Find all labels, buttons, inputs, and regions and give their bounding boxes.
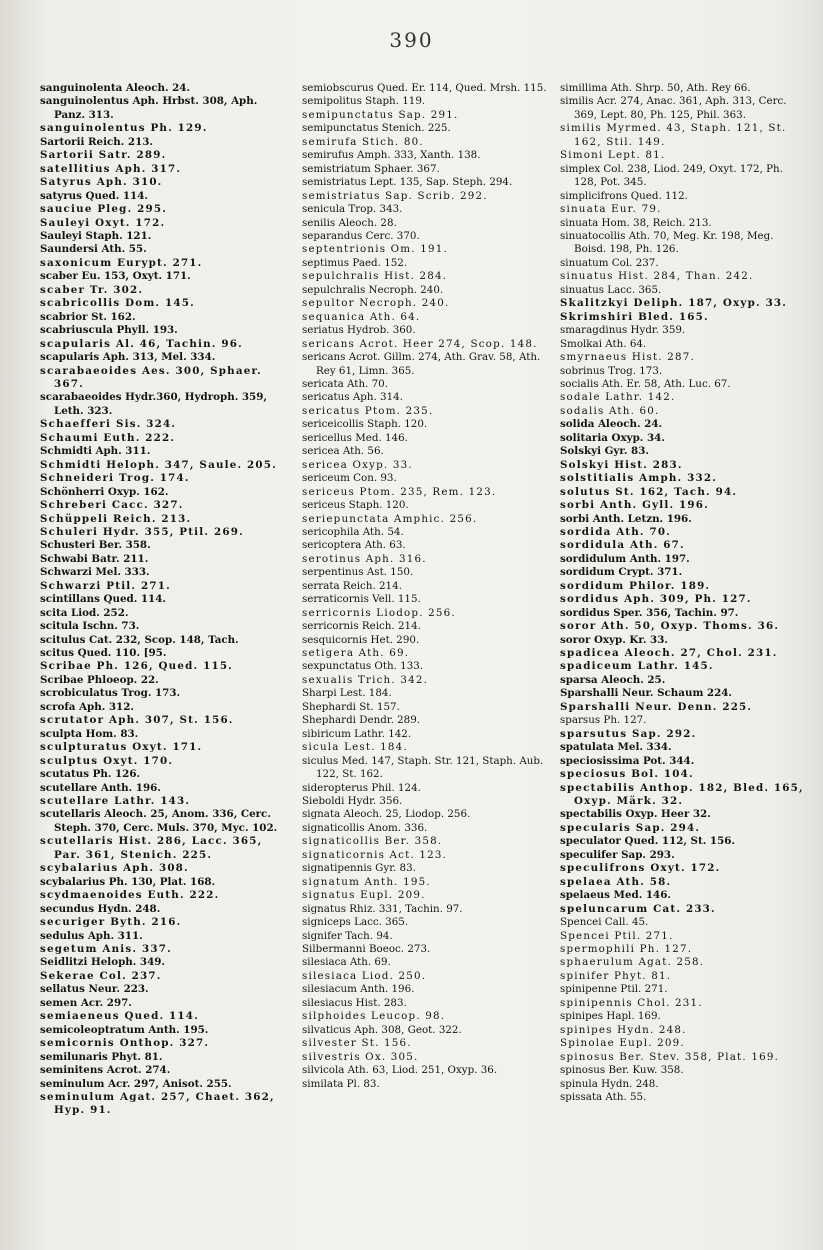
index-entry: serricornis Reich. 214. bbox=[302, 620, 421, 633]
index-entry: sericea Ath. 56. bbox=[302, 445, 384, 458]
index-entry: spissata Ath. 55. bbox=[560, 1090, 647, 1103]
index-entry: sesquicornis Het. 290. bbox=[302, 633, 420, 646]
index-entry: Schneideri Trog. 174. bbox=[40, 472, 190, 485]
index-entry: solstitialis Amph. 332. bbox=[560, 472, 718, 485]
index-entry: Spencei Ptil. 271. bbox=[560, 929, 674, 942]
index-entry: Sartorii Reich. 213. bbox=[40, 135, 154, 148]
index-entry: spelaea Ath. 58. bbox=[560, 875, 672, 888]
index-entry: sibiricum Lathr. 142. bbox=[302, 727, 412, 740]
index-entry: scybalarius Aph. 308. bbox=[40, 862, 189, 875]
index-entry: scabricollis Dom. 145. bbox=[40, 297, 195, 310]
index-entry: Schüppeli Reich. 213. bbox=[40, 512, 192, 525]
index-entry: Solskyi Hist. 283. bbox=[560, 458, 683, 471]
index-entry: sanguinolentus Ph. 129. bbox=[40, 122, 208, 135]
index-entry: sericea Oxyp. 33. bbox=[302, 458, 413, 471]
index-entry: similata Pl. 83. bbox=[302, 1077, 380, 1090]
page-number: 390 bbox=[389, 28, 434, 52]
index-entry: Shephardi Dendr. 289. bbox=[302, 714, 421, 727]
index-entry: Silbermanni Boeoc. 273. bbox=[302, 943, 431, 955]
index-entry: Schuleri Hydr. 355, Ptil. 269. bbox=[40, 525, 244, 538]
index-entry: sericeum Con. 93. bbox=[302, 472, 397, 485]
index-entry: spectabilis Oxyp. Heer 32. bbox=[560, 808, 711, 821]
index-entry: scabriuscula Phyll. 193. bbox=[40, 324, 178, 337]
index-entry: Saundersi Ath. 55. bbox=[40, 243, 147, 256]
index-entry: senilis Aleoch. 28. bbox=[302, 216, 397, 229]
index-entry: semicoleoptratum Anth. 195. bbox=[40, 1023, 209, 1036]
index-column-2 bbox=[302, 82, 548, 1091]
index-entry: sparsa Aleoch. 25. bbox=[560, 673, 666, 686]
index-entry: sedulus Aph. 311. bbox=[40, 929, 143, 942]
index-entry: scapularis Aph. 313, Mel. 334. bbox=[40, 351, 216, 364]
index-entry: Solskyi Gyr. 83. bbox=[560, 445, 649, 458]
index-entry: Skalitzkyi Deliph. 187, Oxyp. 33. bbox=[560, 297, 788, 310]
index-entry: Skrimshiri Bled. 165. bbox=[560, 310, 709, 323]
index-entry: sorbi Anth. Gyll. 196. bbox=[560, 499, 709, 512]
index-entry: Simoni Lept. 81. bbox=[560, 149, 666, 162]
index-entry: solutus St. 162, Tach. 94. bbox=[560, 485, 738, 498]
index-entry: sericans Acrot. Heer 274, Scop. 148. bbox=[302, 337, 538, 350]
index-entry: soror Oxyp. Kr. 33. bbox=[560, 633, 668, 646]
index-entry: spinipes Hydn. 248. bbox=[560, 1023, 687, 1036]
index-entry: Sartorii Satr. 289. bbox=[40, 149, 167, 162]
index-entry: signatum Anth. 195. bbox=[302, 875, 431, 888]
index-entry: sericeicollis Staph. 120. bbox=[302, 418, 428, 431]
index-entry: sodale Lathr. 142. bbox=[560, 391, 676, 404]
index-entry: Sauleyi Oxyt. 172. bbox=[40, 216, 166, 229]
index-entry: Schwarzi Ptil. 271. bbox=[40, 579, 171, 592]
index-entry: sauciue Pleg. 295. bbox=[40, 203, 168, 216]
index-entry: sobrinus Trog. 173. bbox=[560, 364, 663, 377]
index-entry: Shephardi St. 157. bbox=[302, 700, 400, 713]
index-entry: Seidlitzi Heloph. 349. bbox=[40, 956, 166, 969]
index-entry: semirufus Amph. 333, Xanth. 138. bbox=[302, 149, 481, 162]
index-entry: sericophila Ath. 54. bbox=[302, 525, 404, 538]
index-entry: semipolitus Staph. 119. bbox=[302, 95, 426, 108]
index-entry: silesiaca Liod. 250. bbox=[302, 969, 427, 982]
index-entry: Scribae Phloeop. 22. bbox=[40, 673, 159, 686]
index-entry: Schreberi Cacc. 327. bbox=[40, 499, 184, 512]
index-entry: scutellaris Hist. 286, Lacc. 365, Par. 361, Stenich. 225. bbox=[40, 835, 263, 861]
index-entry: specularis Sap. 294. bbox=[560, 821, 701, 834]
index-entry: scita Liod. 252. bbox=[40, 606, 129, 619]
index-entry: signaticollis Ber. 358. bbox=[302, 835, 443, 848]
index-entry: silesiaca Ath. 69. bbox=[302, 956, 391, 969]
index-entry: simplex Col. 238, Liod. 249, Oxyt. 172, Ph. 128, Pot. 345. bbox=[560, 162, 783, 189]
index-entry: speculator Qued. 112, St. 156. bbox=[560, 835, 736, 848]
index-entry: satellitius Aph. 317. bbox=[40, 162, 182, 175]
index-column-1 bbox=[40, 82, 286, 1118]
index-entry: Sekerae Col. 237. bbox=[40, 969, 162, 982]
index-entry: sinuatum Col. 237. bbox=[560, 256, 659, 269]
index-entry: semipunctatus Stenich. 225. bbox=[302, 122, 451, 135]
index-entry: sinuatus Lacc. 365. bbox=[560, 283, 662, 296]
index-entry: scrobiculatus Trog. 173. bbox=[40, 687, 181, 700]
index-entry: semistriatus Lept. 135, Sap. Steph. 294. bbox=[302, 176, 513, 189]
index-entry: seminulum Acr. 297, Anisot. 255. bbox=[40, 1077, 232, 1090]
index-entry: spinosus Ber. Kuw. 358. bbox=[560, 1064, 684, 1077]
index-entry: scabrior St. 162. bbox=[40, 310, 136, 323]
index-entry: scutellare Anth. 196. bbox=[40, 781, 161, 794]
index-entry: scybalarius Ph. 130, Plat. 168. bbox=[40, 875, 216, 888]
index-entry: serotinus Aph. 316. bbox=[302, 552, 427, 565]
index-entry: sericellus Med. 146. bbox=[302, 431, 408, 444]
index-entry: serrata Reich. 214. bbox=[302, 579, 402, 592]
index-entry: seminulum Agat. 257, Chaet. 362, Hyp. 91. bbox=[40, 1090, 275, 1117]
index-entry: scitus Qued. 110. [95. bbox=[40, 647, 167, 660]
index-entry: Schmidti Heloph. 347, Saule. 205. bbox=[40, 458, 277, 471]
index-entry: sparsutus Sap. 292. bbox=[560, 727, 697, 740]
index-entry: spermophili Ph. 127. bbox=[560, 943, 693, 955]
index-entry: semirufa Stich. 80. bbox=[302, 135, 424, 148]
index-entry: simplicifrons Qued. 112. bbox=[560, 189, 688, 202]
index-entry: sequanica Ath. 64. bbox=[302, 310, 421, 323]
index-entry: Sieboldi Hydr. 356. bbox=[302, 795, 403, 808]
index-entry: serricornis Liodop. 256. bbox=[302, 606, 456, 619]
index-entry: scapularis Al. 46, Tachin. 96. bbox=[40, 337, 243, 350]
index-entry: Sparshalli Neur. Denn. 225. bbox=[560, 700, 753, 713]
index-entry: sexpunctatus Oth. 133. bbox=[302, 660, 424, 673]
index-entry: spectabilis Anthop. 182, Bled. 165, Oxyp. Märk. 32. bbox=[560, 781, 804, 808]
index-entry: smyrnaeus Hist. 287. bbox=[560, 351, 696, 364]
index-entry: sordida Ath. 70. bbox=[560, 525, 671, 538]
index-entry: Sauleyi Staph. 121. bbox=[40, 229, 152, 242]
index-entry: sepulchralis Necroph. 240. bbox=[302, 283, 444, 296]
index-entry: scitulus Cat. 232, Scop. 148, Tach. bbox=[40, 633, 239, 646]
index-entry: signaticollis Anom. 336. bbox=[302, 821, 428, 834]
index-entry: sepulchralis Hist. 284. bbox=[302, 270, 448, 283]
index-entry: speluncarum Cat. 233. bbox=[560, 902, 716, 915]
index-entry: septimus Paed. 152. bbox=[302, 256, 408, 269]
index-entry: similis Myrmed. 43, Staph. 121, St. 162, Stil. 149. bbox=[560, 122, 787, 148]
index-entry: semicornis Onthop. 327. bbox=[40, 1037, 210, 1050]
index-entry: signatus Eupl. 209. bbox=[302, 889, 426, 902]
index-entry: sphaerulum Agat. 258. bbox=[560, 956, 705, 969]
index-entry: serpentinus Ast. 150. bbox=[302, 566, 414, 579]
index-entry: signata Aleoch. 25, Liodop. 256. bbox=[302, 808, 471, 821]
index-entry: scarabaeoides Hydr.360, Hydroph. 359, Leth. 323. bbox=[40, 391, 267, 417]
index-entry: scydmaenoides Euth. 222. bbox=[40, 889, 220, 902]
index-entry: spadicea Aleoch. 27, Chol. 231. bbox=[560, 647, 778, 660]
index-entry: speciosus Bol. 104. bbox=[560, 768, 694, 781]
index-entry: serraticornis Vell. 115. bbox=[302, 593, 421, 606]
index-entry: silesiacus Hist. 283. bbox=[302, 996, 407, 1009]
index-entry: silvicola Ath. 63, Liod. 251, Oxyp. 36. bbox=[302, 1064, 498, 1077]
index-entry: spinifer Phyt. 81. bbox=[560, 969, 672, 982]
index-entry: silvester St. 156. bbox=[302, 1037, 412, 1050]
index-entry: sericoptera Ath. 63. bbox=[302, 539, 406, 552]
index-entry: seriatus Hydrob. 360. bbox=[302, 324, 416, 337]
index-entry: spatulata Mel. 334. bbox=[560, 741, 672, 754]
index-entry: Schönherri Oxyp. 162. bbox=[40, 485, 169, 498]
index-entry: sparsus Ph. 127. bbox=[560, 714, 647, 727]
index-entry: scutatus Ph. 126. bbox=[40, 768, 141, 781]
index-entry: scutellare Lathr. 143. bbox=[40, 795, 191, 808]
index-entry: Scribae Ph. 126, Qued. 115. bbox=[40, 660, 233, 673]
index-entry: silesiacum Anth. 196. bbox=[302, 983, 415, 996]
index-entry: satyrus Qued. 114. bbox=[40, 189, 148, 202]
index-entry: Schusteri Ber. 358. bbox=[40, 539, 151, 552]
index-entry: sexualis Trich. 342. bbox=[302, 673, 429, 686]
index-entry: simillima Ath. Shrp. 50, Ath. Rey 66. bbox=[560, 82, 751, 94]
index-entry: sinuatus Hist. 284, Than. 242. bbox=[560, 270, 754, 283]
index-entry: spinula Hydn. 248. bbox=[560, 1077, 659, 1090]
index-entry: setigera Ath. 69. bbox=[302, 647, 410, 660]
index-entry: Schaefferi Sis. 324. bbox=[40, 418, 177, 431]
index-entry: sericata Ath. 70. bbox=[302, 377, 388, 390]
index-entry: scarabaeoides Aes. 300, Sphaer. 367. bbox=[40, 364, 262, 390]
index-entry: sodalis Ath. 60. bbox=[560, 404, 660, 417]
index-entry: signiceps Lacc. 365. bbox=[302, 916, 409, 929]
index-entry: sepultor Necroph. 240. bbox=[302, 297, 450, 310]
index-entry: silvestris Ox. 305. bbox=[302, 1050, 419, 1063]
index-entry: sanguinolentus Aph. Hrbst. 308, Aph. Panz. 313. bbox=[40, 95, 258, 121]
index-entry: seriepunctata Amphic. 256. bbox=[302, 512, 478, 525]
index-entry: siculus Med. 147, Staph. Str. 121, Staph. Aub. 122, St. 162. bbox=[302, 754, 544, 781]
index-entry: sinuatocollis Ath. 70, Meg. Kr. 198, Meg. Boisd. 198, Ph. 126. bbox=[560, 229, 774, 256]
index-entry: Sparshalli Neur. Schaum 224. bbox=[560, 687, 733, 700]
index-entry: speculifrons Oxyt. 172. bbox=[560, 862, 721, 875]
index-entry: sericatus Ptom. 235. bbox=[302, 404, 434, 417]
index-entry: scintillans Qued. 114. bbox=[40, 593, 166, 606]
index-entry: saxonicum Eurypt. 271. bbox=[40, 256, 203, 269]
index-entry: scutellaris Aleoch. 25, Anom. 336, Cerc. Steph. 370, Cerc. Muls. 370, Myc. 102. bbox=[40, 808, 278, 834]
index-entry: semiaeneus Qued. 114. bbox=[40, 1010, 199, 1023]
index-entry: sericatus Aph. 314. bbox=[302, 391, 403, 404]
index-entry: senicula Trop. 343. bbox=[302, 203, 403, 216]
index-entry: smaragdinus Hydr. 359. bbox=[560, 324, 686, 337]
index-entry: sanguinolenta Aleoch. 24. bbox=[40, 82, 191, 94]
index-entry: spinosus Ber. Stev. 358, Plat. 169. bbox=[560, 1050, 780, 1063]
index-entry: segetum Anis. 337. bbox=[40, 943, 172, 955]
index-entry: signatus Rhiz. 331, Tachin. 97. bbox=[302, 902, 463, 915]
index-entry: semistriatum Sphaer. 367. bbox=[302, 162, 440, 175]
index-entry: Schaumi Euth. 222. bbox=[40, 431, 176, 444]
index-entry: sculptus Oxyt. 170. bbox=[40, 754, 174, 767]
index-entry: speculifer Sap. 293. bbox=[560, 848, 675, 861]
index-entry: securiger Byth. 216. bbox=[40, 916, 182, 929]
index-entry: solitaria Oxyp. 34. bbox=[560, 431, 665, 444]
index-entry: sinuata Eur. 79. bbox=[560, 203, 662, 216]
index-entry: semilunaris Phyt. 81. bbox=[40, 1050, 163, 1063]
index-entry: sellatus Neur. 223. bbox=[40, 983, 149, 996]
index-entry: scaber Eu. 153, Oxyt. 171. bbox=[40, 270, 191, 283]
index-entry: sorbi Anth. Letzn. 196. bbox=[560, 512, 692, 525]
index-entry: separandus Cerc. 370. bbox=[302, 229, 420, 242]
index-entry: sordidum Crypt. 371. bbox=[560, 566, 683, 579]
index-entry: sericeus Ptom. 235, Rem. 123. bbox=[302, 485, 497, 498]
index-entry: Satyrus Aph. 310. bbox=[40, 176, 163, 189]
index-entry: spinipes Hapl. 169. bbox=[560, 1010, 661, 1023]
index-entry: Schwabi Batr. 211. bbox=[40, 552, 149, 565]
index-entry: spadiceum Lathr. 145. bbox=[560, 660, 714, 673]
index-entry: signatipennis Gyr. 83. bbox=[302, 862, 416, 875]
index-entry: sordidulum Anth. 197. bbox=[560, 552, 690, 565]
index-entry: seminitens Acrot. 274. bbox=[40, 1064, 171, 1077]
index-entry: signifer Tach. 94. bbox=[302, 929, 393, 942]
index-entry: spinipenne Ptil. 271. bbox=[560, 983, 668, 996]
index-entry: sordidula Ath. 67. bbox=[560, 539, 685, 552]
index-entry: socialis Ath. Er. 58, Ath. Luc. 67. bbox=[560, 377, 731, 390]
index-entry: scitula Ischn. 73. bbox=[40, 620, 140, 633]
index-entry: soror Ath. 50, Oxyp. Thoms. 36. bbox=[560, 620, 780, 633]
index-entry: sericans Acrot. Gillm. 274, Ath. Grav. 58, Ath. Rey 61, Limn. 365. bbox=[302, 351, 541, 377]
index-entry: sordidum Philor. 189. bbox=[560, 579, 711, 592]
index-entry: sericeus Staph. 120. bbox=[302, 499, 409, 512]
index-entry: silvaticus Aph. 308, Geot. 322. bbox=[302, 1023, 462, 1036]
index-entry: similis Acr. 274, Anac. 361, Aph. 313, Cerc. 369, Lept. 80, Ph. 125, Phil. 363. bbox=[560, 95, 787, 121]
index-entry: sideropterus Phil. 124. bbox=[302, 781, 421, 794]
index-entry: Schwarzi Mel. 333. bbox=[40, 566, 150, 579]
index-entry: Schmidti Aph. 311. bbox=[40, 445, 151, 458]
index-entry: scrutator Aph. 307, St. 156. bbox=[40, 714, 234, 727]
index-entry: speciosissima Pot. 344. bbox=[560, 754, 695, 767]
index-entry: sordidus Sper. 356, Tachin. 97. bbox=[560, 606, 739, 619]
index-entry: sordidus Aph. 309, Ph. 127. bbox=[560, 593, 752, 606]
index-entry: Smolkai Ath. 64. bbox=[560, 337, 647, 350]
index-entry: Sharpi Lest. 184. bbox=[302, 687, 392, 700]
index-entry: spinipennis Chol. 231. bbox=[560, 996, 703, 1009]
index-entry: scaber Tr. 302. bbox=[40, 283, 144, 296]
index-column-3 bbox=[560, 82, 806, 1104]
index-entry: silphoides Leucop. 98. bbox=[302, 1010, 446, 1023]
index-entry: secundus Hydn. 248. bbox=[40, 902, 161, 915]
index-entry: sicula Lest. 184. bbox=[302, 741, 408, 754]
index-entry: sinuata Hom. 38, Reich. 213. bbox=[560, 216, 712, 229]
index-entry: spelaeus Med. 146. bbox=[560, 889, 671, 902]
index-entry: sculpta Hom. 83. bbox=[40, 727, 139, 740]
index-entry: semipunctatus Sap. 291. bbox=[302, 108, 459, 121]
index-entry: Spencei Call. 45. bbox=[560, 916, 649, 929]
index-entry: scrofa Aph. 312. bbox=[40, 700, 134, 713]
index-entry: semistriatus Sap. Scrib. 292. bbox=[302, 189, 488, 202]
index-entry: semen Acr. 297. bbox=[40, 996, 132, 1009]
index-entry: signaticornis Act. 123. bbox=[302, 848, 448, 861]
index-entry: sculpturatus Oxyt. 171. bbox=[40, 741, 203, 754]
index-entry: semiobscurus Qued. Er. 114, Qued. Mrsh. 115. bbox=[302, 82, 547, 94]
index-entry: Spinolae Eupl. 209. bbox=[560, 1037, 685, 1050]
index-entry: solida Aleoch. 24. bbox=[560, 418, 663, 431]
index-entry: septentrionis Om. 191. bbox=[302, 243, 448, 256]
